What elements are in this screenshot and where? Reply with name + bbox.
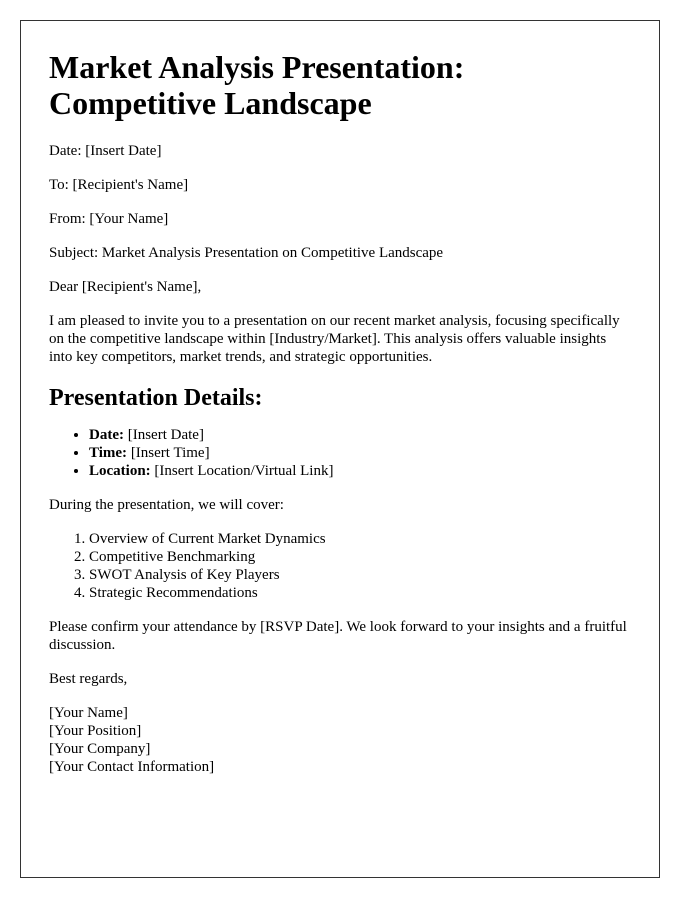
- details-item-location: [89, 462, 631, 480]
- to-line: To: [Recipient's Name]: [49, 177, 189, 193]
- agenda-item: 1. Overview of Current Market Dynamics: [89, 530, 631, 548]
- from-line: From: [Your Name]: [49, 211, 169, 227]
- signature-position: [Your Position]: [49, 723, 142, 739]
- closing-line: Best regards,: [49, 671, 128, 687]
- details-item-value: [Insert Date]: [123, 427, 204, 443]
- salutation: Dear [Recipient's Name],: [49, 279, 202, 295]
- subject-line: Subject: Market Analysis Presentation on Competitive Landscape: [49, 245, 444, 261]
- signature-contact: [Your Contact Information]: [49, 759, 215, 775]
- details-item-label: Time:: [89, 445, 128, 461]
- letter-page: [20, 20, 660, 878]
- rsvp-paragraph: Please confirm your attendance by [RSVP Date]. We look forward to your insights and a fruitful discussion.: [49, 619, 627, 653]
- agenda-item: 2. Competitive Benchmarking: [89, 548, 631, 566]
- agenda-item: 3. SWOT Analysis of Key Players: [89, 566, 631, 584]
- signature-name: [Your Name]: [49, 705, 128, 721]
- signature-block: [49, 704, 631, 776]
- details-item-value: [Insert Time]: [127, 445, 210, 461]
- details-heading: Presentation Details:: [49, 385, 263, 411]
- details-item-value: [Insert Location/Virtual Link]: [150, 463, 334, 479]
- agenda-list: [49, 530, 631, 602]
- agenda-item: 4. Strategic Recommendations: [89, 584, 631, 602]
- details-item-label: Date:: [89, 427, 124, 443]
- date-line: Date: [Insert Date]: [49, 143, 162, 159]
- signature-company: [Your Company]: [49, 741, 151, 757]
- intro-paragraph: I am pleased to invite you to a presentation on our recent market analysis, focusing specifically on the competitive landscape within [Industry/Market]. This analysis offers valuable insights into key competitors, market trends, and strategic opportunities.: [49, 313, 620, 365]
- details-list: [49, 426, 631, 480]
- details-item-time: [89, 444, 631, 462]
- details-item-label: Location:: [89, 463, 151, 479]
- details-item-date: [89, 426, 631, 444]
- letter-title: Market Analysis Presentation: Competitive Landscape: [49, 49, 465, 121]
- agenda-intro: During the presentation, we will cover:: [49, 497, 284, 513]
